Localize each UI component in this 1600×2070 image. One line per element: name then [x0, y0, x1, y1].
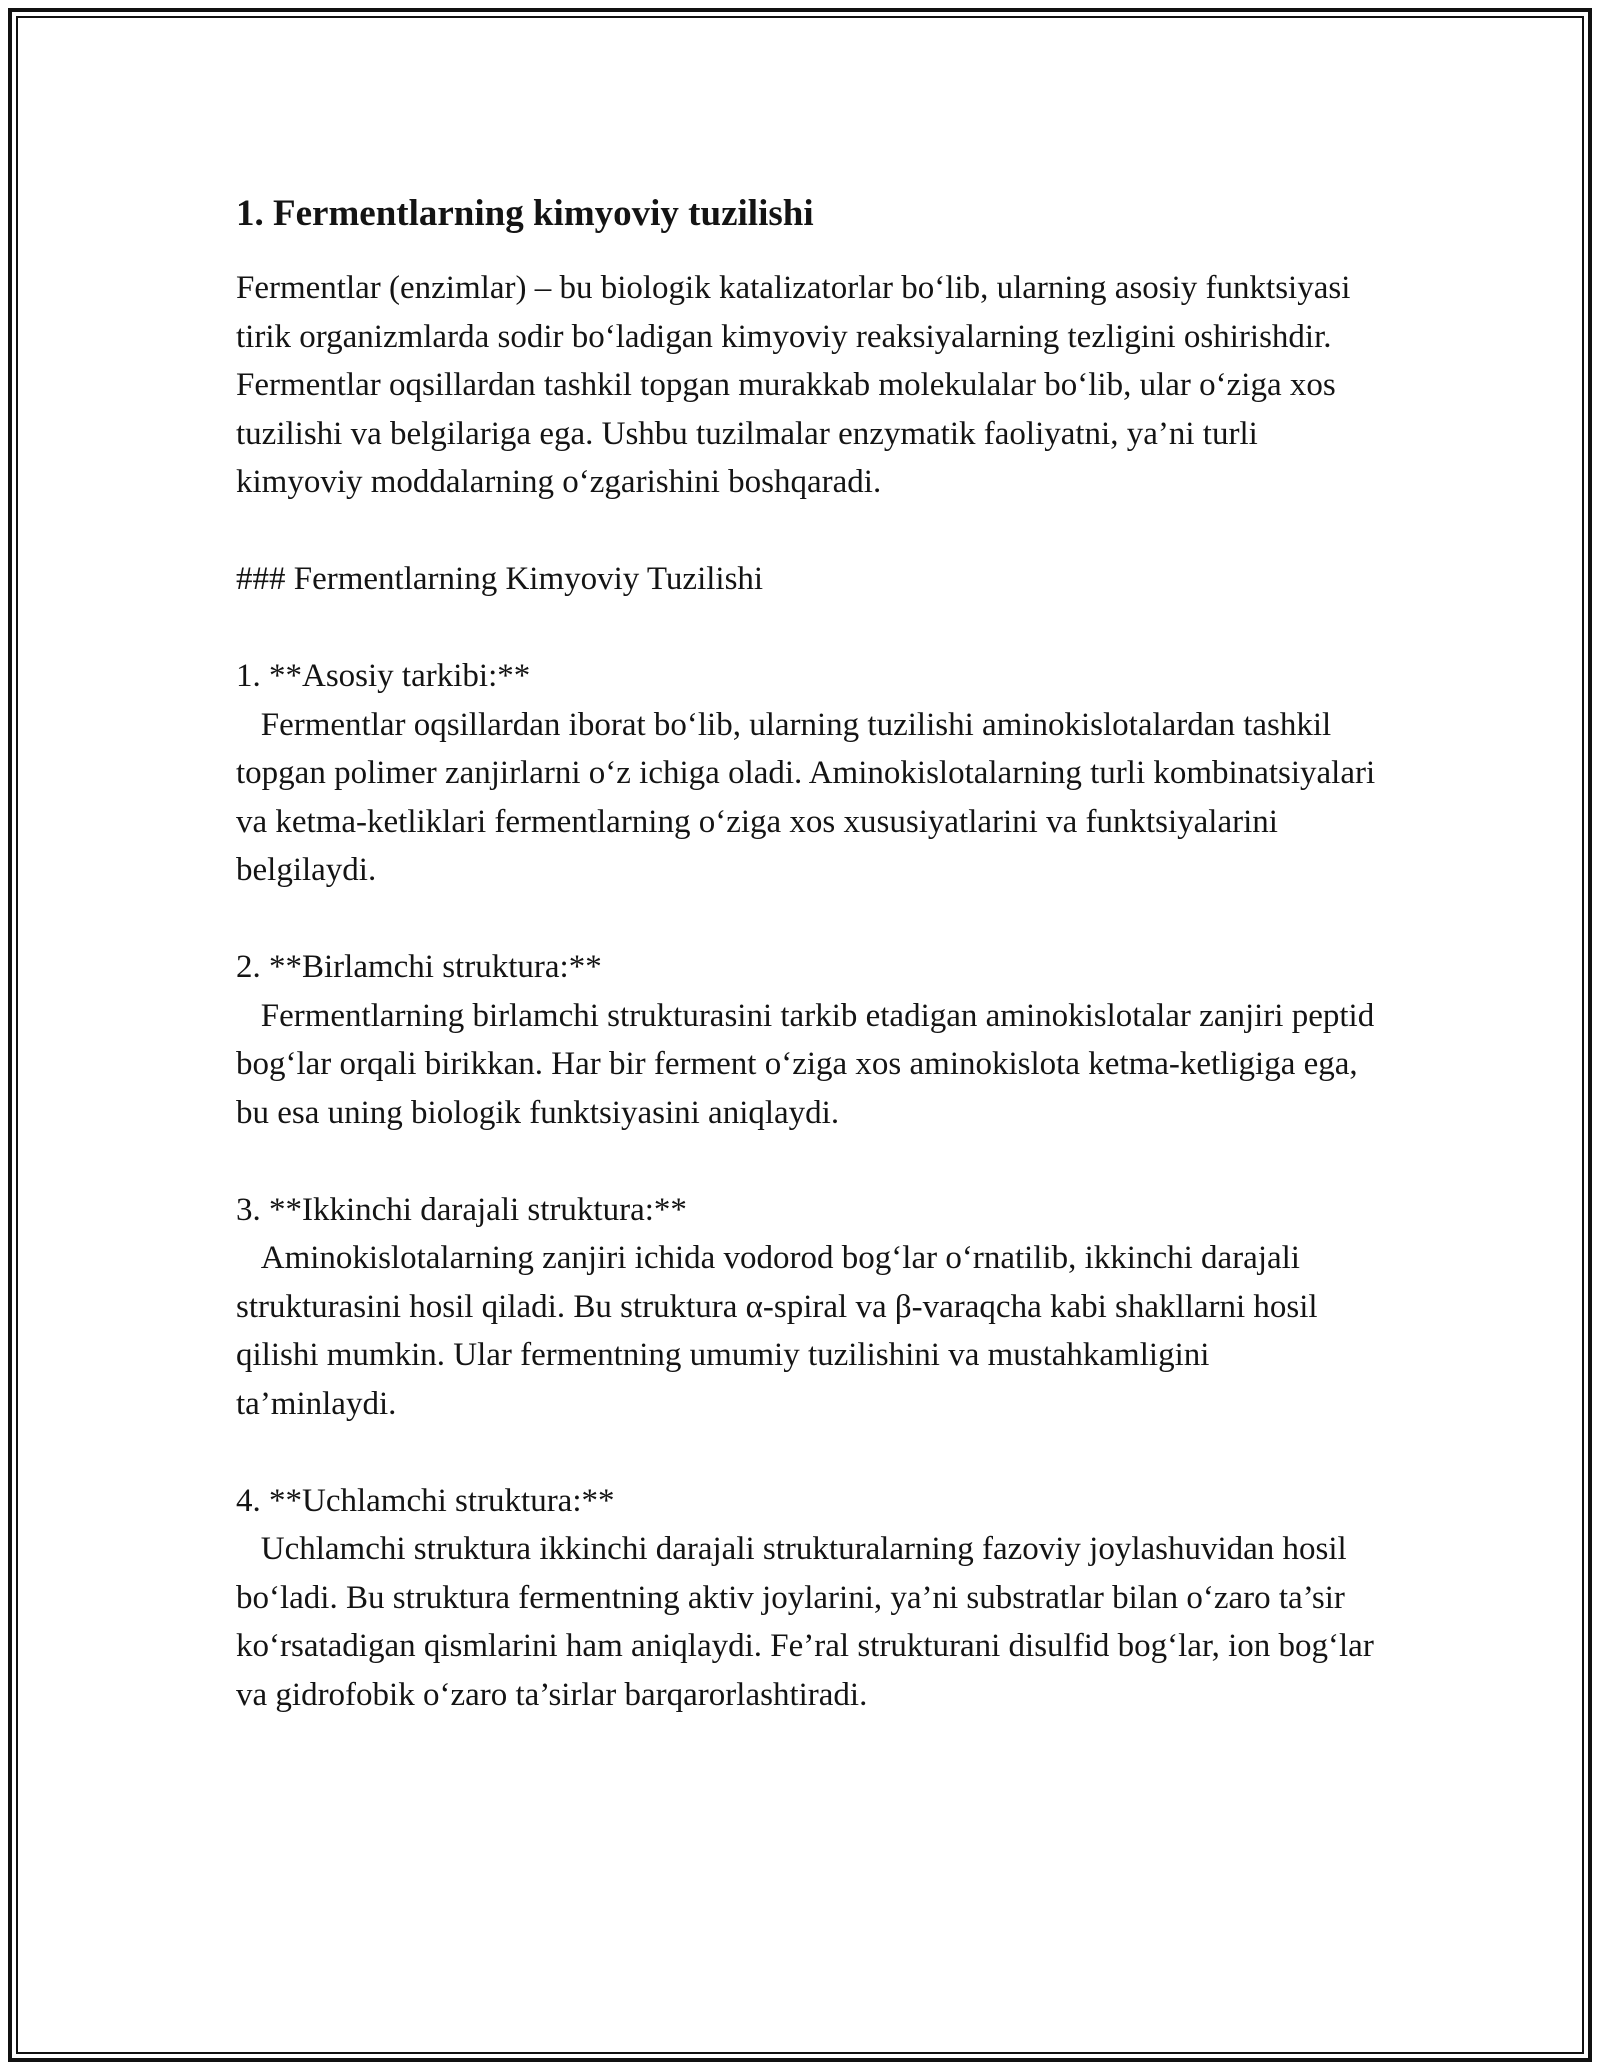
paragraph-spacer	[236, 507, 1376, 556]
section-4	[236, 1477, 1383, 1720]
section-2	[236, 943, 1383, 1137]
document-title: 1. Fermentlarning kimyoviy tuzilishi	[236, 193, 814, 234]
paragraph-spacer	[236, 1137, 1376, 1186]
section-heading: 2. **Birlamchi struktura:**	[236, 949, 602, 985]
section-heading: 3. **Ikkinchi darajali struktura:**	[236, 1191, 687, 1228]
intro-paragraph: Fermentlar (enzimlar) – bu biologik katalizatorlar bo‘lib, ularning asosiy funktsiyasi tirik organizmlarda sodir bo‘ladigan kimyoviy reaksiyalarning tezligini oshirishdir. Fermentlar oqsillardan tashkil topgan murakkab molekulalar bo‘lib, ular o‘ziga xos tuzilishi va belgilariga ega. Ushbu tuzilmalar enzymatik faoliyatni, ya’ni turli kimyoviy moddalarning o‘zgarishini boshqaradi.	[236, 270, 1359, 500]
section-body: Fermentlarning birlamchi strukturasini tarkib etadigan aminokislotalar zanjiri peptid bog‘lar orqali birikkan. Har bir ferment o‘ziga xos aminokislota ketma-ketligiga ega, bu esa uning biologik funktsiyasini aniqlaydi.	[236, 997, 1383, 1131]
section-body: Fermentlar oqsillardan iborat bo‘lib, ularning tuzilishi aminokislotalardan tashkil topgan polimer zanjirlarni o‘z ichiga oladi. Aminokislotalarning turli kombinatsiyalari va ketma-ketliklari fermentlarning o‘ziga xos xususiyatlarini va funktsiyalarini belgilaydi.	[236, 706, 1384, 888]
section-heading: 4. **Uchlamchi struktura:**	[236, 1482, 615, 1519]
paragraph-spacer	[236, 604, 1376, 653]
section-heading: 1. **Asosiy tarkibi:**	[236, 658, 531, 694]
paragraph-spacer	[236, 895, 1376, 944]
document-body	[236, 186, 1384, 1719]
paragraph-spacer	[236, 1428, 1376, 1477]
subheading: ### Fermentlarning Kimyoviy Tuzilishi	[236, 561, 764, 597]
section-body: Aminokislotalarning zanjiri ichida vodorod bog‘lar o‘rnatilib, ikkinchi darajali strukturasini hosil qiladi. Bu struktura α-spiral va β-varaqcha kabi shakllarni hosil qilishi mumkin. Ular fermentning umumiy tuzilishini va mustahkamligini ta’minlaydi.	[236, 1240, 1326, 1422]
section-3	[236, 1186, 1376, 1429]
section-1	[236, 652, 1384, 895]
section-body: Uchlamchi struktura ikkinchi darajali strukturalarning fazoviy joylashuvidan hosil bo‘ladi. Bu struktura fermentning aktiv joylarini, ya’ni substratlar bilan o‘zaro ta’sir ko‘rsatadigan qismlarini ham aniqlaydi. Fe’ral strukturani disulfid bog‘lar, ion bog‘lar va gidrofobik o‘zaro ta’sirlar barqarorlashtiradi.	[236, 1531, 1383, 1713]
